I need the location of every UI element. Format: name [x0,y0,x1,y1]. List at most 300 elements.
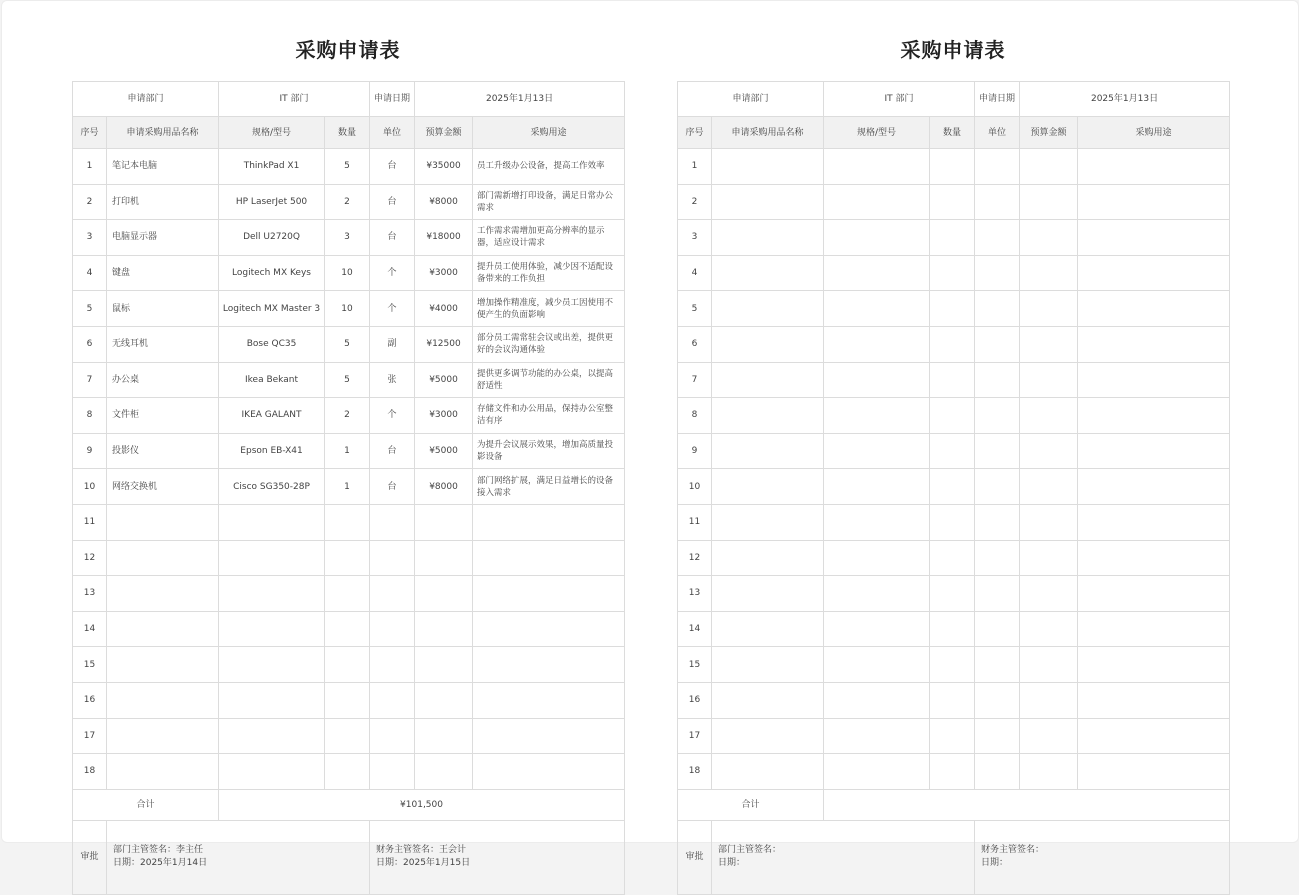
row-model [824,647,930,683]
row-index: 6 [73,326,107,362]
dept-signature-box [712,820,975,894]
row-model [219,647,325,683]
table-row [678,611,1230,647]
table-row [678,255,1230,291]
row-purpose [1078,184,1230,220]
row-quantity: 5 [325,149,370,185]
row-item-name [712,754,824,790]
row-unit [975,576,1020,612]
row-model [219,682,325,718]
row-purpose [1078,291,1230,327]
row-model [219,611,325,647]
row-unit [370,611,415,647]
row-purpose [473,682,625,718]
row-budget [415,718,473,754]
row-index: 14 [678,611,712,647]
row-model [824,326,930,362]
row-quantity [930,718,975,754]
row-purpose: 提供更多调节功能的办公桌，以提高舒适性 [473,362,625,398]
purchase-form-filled [72,1,624,895]
finance-signature: 财务主管签名：王会计 [376,845,467,856]
row-purpose [1078,255,1230,291]
row-quantity: 10 [325,255,370,291]
row-purpose [1078,540,1230,576]
col-header-budget: 预算金额 [415,117,473,149]
purchase-form-blank [677,1,1229,895]
row-budget [1020,647,1078,683]
row-model [824,291,930,327]
row-purpose [473,504,625,540]
row-item-name: 文件柜 [107,398,219,434]
row-item-name [712,540,824,576]
table-row [678,718,1230,754]
table-row [678,647,1230,683]
dept-signature: 部门主管签名：李主任 [113,845,204,856]
col-header-item-name: 申请采购用品名称 [107,117,219,149]
row-index: 8 [678,398,712,434]
row-purpose: 员工升级办公设备，提高工作效率 [473,149,625,185]
row-model: Epson EB-X41 [219,433,325,469]
row-budget: ¥5000 [415,362,473,398]
document-sheet [1,0,1299,869]
row-budget [1020,220,1078,256]
row-unit: 台 [370,433,415,469]
row-model [824,184,930,220]
row-index: 12 [73,540,107,576]
col-header-item-name: 申请采购用品名称 [712,117,824,149]
row-budget [1020,469,1078,505]
row-index: 15 [678,647,712,683]
row-purpose: 部门网络扩展，满足日益增长的设备接入需求 [473,469,625,505]
row-index: 12 [678,540,712,576]
row-index: 11 [678,504,712,540]
dept-value: IT 部门 [824,82,975,117]
row-model: ThinkPad X1 [219,149,325,185]
col-header-index: 序号 [678,117,712,149]
row-budget [415,504,473,540]
row-item-name [712,611,824,647]
row-budget [1020,540,1078,576]
col-header-quantity: 数量 [930,117,975,149]
table-row [73,647,625,683]
row-budget [415,754,473,790]
row-index: 8 [73,398,107,434]
row-model [219,504,325,540]
row-purpose [1078,754,1230,790]
row-purpose: 为提升会议展示效果，增加高质量投影设备 [473,433,625,469]
table-row [73,754,625,790]
row-model: Logitech MX Keys [219,255,325,291]
row-unit [975,326,1020,362]
row-item-name [712,362,824,398]
row-budget [1020,504,1078,540]
row-purpose [1078,149,1230,185]
row-purpose [1078,647,1230,683]
row-budget: ¥3000 [415,398,473,434]
row-quantity [325,754,370,790]
approve-label: 审批 [678,820,712,894]
row-quantity [930,504,975,540]
row-unit: 台 [370,149,415,185]
row-budget [1020,291,1078,327]
row-quantity [930,255,975,291]
row-budget [1020,611,1078,647]
table-row [678,682,1230,718]
row-unit [370,540,415,576]
row-unit [370,647,415,683]
row-model [824,682,930,718]
row-model [219,576,325,612]
row-index: 11 [73,504,107,540]
row-purpose [1078,611,1230,647]
table-row [73,362,625,398]
row-unit [975,433,1020,469]
row-quantity [930,611,975,647]
row-item-name: 网络交换机 [107,469,219,505]
row-quantity [930,754,975,790]
row-budget [415,540,473,576]
col-header-purpose: 采购用途 [473,117,625,149]
table-row [73,469,625,505]
row-budget: ¥5000 [415,433,473,469]
dept-signature: 部门主管签名： [718,845,782,856]
row-item-name: 打印机 [107,184,219,220]
row-unit [370,754,415,790]
row-index: 7 [73,362,107,398]
table-row [678,326,1230,362]
row-budget: ¥8000 [415,469,473,505]
col-header-model: 规格/型号 [824,117,930,149]
row-unit: 副 [370,326,415,362]
purchase-table [72,81,625,895]
row-unit [975,647,1020,683]
row-budget: ¥4000 [415,291,473,327]
row-item-name [712,504,824,540]
table-row [678,576,1230,612]
row-item-name [712,149,824,185]
row-quantity [930,469,975,505]
row-purpose [1078,576,1230,612]
row-model: HP LaserJet 500 [219,184,325,220]
row-unit [975,184,1020,220]
row-quantity [930,398,975,434]
row-item-name [107,647,219,683]
row-unit: 个 [370,291,415,327]
row-index: 10 [678,469,712,505]
row-purpose: 工作需求需增加更高分辨率的显示器，适应设计需求 [473,220,625,256]
row-unit [975,611,1020,647]
row-index: 1 [73,149,107,185]
row-quantity: 2 [325,398,370,434]
row-budget: ¥12500 [415,326,473,362]
table-row [73,504,625,540]
row-quantity [930,433,975,469]
row-item-name [712,326,824,362]
row-index: 3 [678,220,712,256]
table-row [678,291,1230,327]
row-budget: ¥8000 [415,184,473,220]
row-unit: 个 [370,398,415,434]
row-quantity [325,682,370,718]
row-purpose: 部分员工需常驻会议或出差，提供更好的会议沟通体验 [473,326,625,362]
row-quantity [930,291,975,327]
row-index: 7 [678,362,712,398]
table-row [73,611,625,647]
dept-signature-date: 日期： [718,858,746,869]
row-item-name: 键盘 [107,255,219,291]
row-index: 5 [73,291,107,327]
row-item-name [712,255,824,291]
row-purpose: 提升员工使用体验，减少因不适配设备带来的工作负担 [473,255,625,291]
row-unit [370,504,415,540]
form-title: 采购申请表 [900,38,1006,62]
row-quantity: 2 [325,184,370,220]
row-budget [415,647,473,683]
row-quantity [930,184,975,220]
finance-signature-box [975,820,1230,894]
row-item-name [712,647,824,683]
table-row [73,184,625,220]
row-model [824,611,930,647]
row-quantity [325,718,370,754]
row-purpose: 部门需新增打印设备，满足日常办公需求 [473,184,625,220]
row-model: Bose QC35 [219,326,325,362]
row-quantity: 5 [325,362,370,398]
row-unit [975,682,1020,718]
row-purpose: 存储文件和办公用品，保持办公室整洁有序 [473,398,625,434]
row-index: 4 [678,255,712,291]
row-unit: 台 [370,220,415,256]
row-budget [1020,754,1078,790]
row-model [824,362,930,398]
row-model: Logitech MX Master 3 [219,291,325,327]
row-item-name: 电脑显示器 [107,220,219,256]
row-quantity: 10 [325,291,370,327]
total-value [824,789,1230,820]
table-row [678,504,1230,540]
row-unit: 张 [370,362,415,398]
row-quantity [930,576,975,612]
row-index: 16 [678,682,712,718]
row-budget [1020,326,1078,362]
dept-signature-box [107,820,370,894]
row-purpose [1078,504,1230,540]
table-row [73,149,625,185]
date-label: 申请日期 [975,82,1020,117]
row-purpose [473,647,625,683]
row-index: 6 [678,326,712,362]
date-value: 2025年1月13日 [1020,82,1230,117]
row-budget [1020,184,1078,220]
row-index: 10 [73,469,107,505]
row-model [824,576,930,612]
row-index: 5 [678,291,712,327]
row-budget [1020,398,1078,434]
finance-signature: 财务主管签名： [981,845,1045,856]
row-model [824,220,930,256]
table-row [73,398,625,434]
row-index: 16 [73,682,107,718]
row-model [219,718,325,754]
row-budget [1020,149,1078,185]
table-row [678,220,1230,256]
table-row [73,291,625,327]
row-purpose: 增加操作精准度，减少员工因使用不便产生的负面影响 [473,291,625,327]
row-quantity [930,647,975,683]
row-item-name: 鼠标 [107,291,219,327]
row-budget: ¥3000 [415,255,473,291]
row-quantity: 1 [325,433,370,469]
row-index: 3 [73,220,107,256]
row-item-name [107,504,219,540]
row-item-name: 无线耳机 [107,326,219,362]
row-item-name [712,576,824,612]
dept-value: IT 部门 [219,82,370,117]
row-item-name [712,184,824,220]
row-index: 2 [73,184,107,220]
date-label: 申请日期 [370,82,415,117]
row-quantity [930,540,975,576]
row-model [824,540,930,576]
finance-signature-date: 日期：2025年1月15日 [376,858,471,869]
table-row [73,255,625,291]
row-item-name: 办公桌 [107,362,219,398]
row-item-name: 投影仪 [107,433,219,469]
row-unit [975,220,1020,256]
row-model [219,754,325,790]
row-item-name [107,682,219,718]
row-unit [975,718,1020,754]
row-item-name [107,754,219,790]
row-index: 4 [73,255,107,291]
col-header-budget: 预算金额 [1020,117,1078,149]
row-unit [975,255,1020,291]
row-quantity [930,326,975,362]
row-index: 9 [73,433,107,469]
row-unit [975,291,1020,327]
col-header-index: 序号 [73,117,107,149]
col-header-unit: 单位 [370,117,415,149]
row-model: Ikea Bekant [219,362,325,398]
row-purpose [1078,326,1230,362]
row-model [824,398,930,434]
row-model [824,433,930,469]
row-model [824,504,930,540]
row-quantity [325,504,370,540]
date-value: 2025年1月13日 [415,82,625,117]
row-item-name [712,682,824,718]
row-index: 15 [73,647,107,683]
row-budget [1020,718,1078,754]
col-header-purpose: 采购用途 [1078,117,1230,149]
row-purpose [473,611,625,647]
row-quantity [930,682,975,718]
table-row [678,469,1230,505]
row-quantity [930,362,975,398]
row-model: Dell U2720Q [219,220,325,256]
row-purpose [1078,220,1230,256]
finance-signature-box [370,820,625,894]
row-purpose [1078,433,1230,469]
row-index: 2 [678,184,712,220]
row-quantity: 5 [325,326,370,362]
table-row [73,540,625,576]
table-row [678,398,1230,434]
table-row [678,754,1230,790]
row-index: 14 [73,611,107,647]
row-item-name [107,611,219,647]
table-row [73,576,625,612]
row-item-name [712,469,824,505]
row-unit [975,754,1020,790]
row-unit [975,469,1020,505]
row-purpose [1078,718,1230,754]
row-quantity [930,220,975,256]
row-unit: 台 [370,184,415,220]
dept-signature-date: 日期：2025年1月14日 [113,858,208,869]
row-index: 13 [678,576,712,612]
row-model [824,469,930,505]
purchase-table [677,81,1230,895]
row-index: 1 [678,149,712,185]
row-purpose [473,718,625,754]
row-index: 13 [73,576,107,612]
row-purpose [1078,362,1230,398]
table-row [678,149,1230,185]
row-budget [1020,362,1078,398]
table-row [73,682,625,718]
row-quantity [325,647,370,683]
row-unit [975,149,1020,185]
row-unit [975,398,1020,434]
row-budget [415,611,473,647]
table-row [73,433,625,469]
row-unit [370,718,415,754]
row-purpose [1078,398,1230,434]
row-budget [1020,682,1078,718]
finance-signature-date: 日期： [981,858,1009,869]
row-budget [415,576,473,612]
total-value: ¥101,500 [219,789,625,820]
row-purpose [473,576,625,612]
row-unit [975,362,1020,398]
row-model [219,540,325,576]
col-header-quantity: 数量 [325,117,370,149]
row-index: 17 [73,718,107,754]
row-model: IKEA GALANT [219,398,325,434]
row-item-name [712,398,824,434]
row-item-name [712,718,824,754]
row-model: Cisco SG350-28P [219,469,325,505]
row-model [824,149,930,185]
table-row [73,326,625,362]
row-quantity [325,611,370,647]
row-index: 17 [678,718,712,754]
approve-label: 审批 [73,820,107,894]
row-purpose [1078,682,1230,718]
table-row [678,433,1230,469]
row-quantity [930,149,975,185]
row-item-name [712,291,824,327]
table-row [678,362,1230,398]
table-row [73,220,625,256]
row-model [824,255,930,291]
row-unit [975,540,1020,576]
row-budget [1020,576,1078,612]
row-item-name [107,540,219,576]
row-quantity: 1 [325,469,370,505]
row-model [824,754,930,790]
